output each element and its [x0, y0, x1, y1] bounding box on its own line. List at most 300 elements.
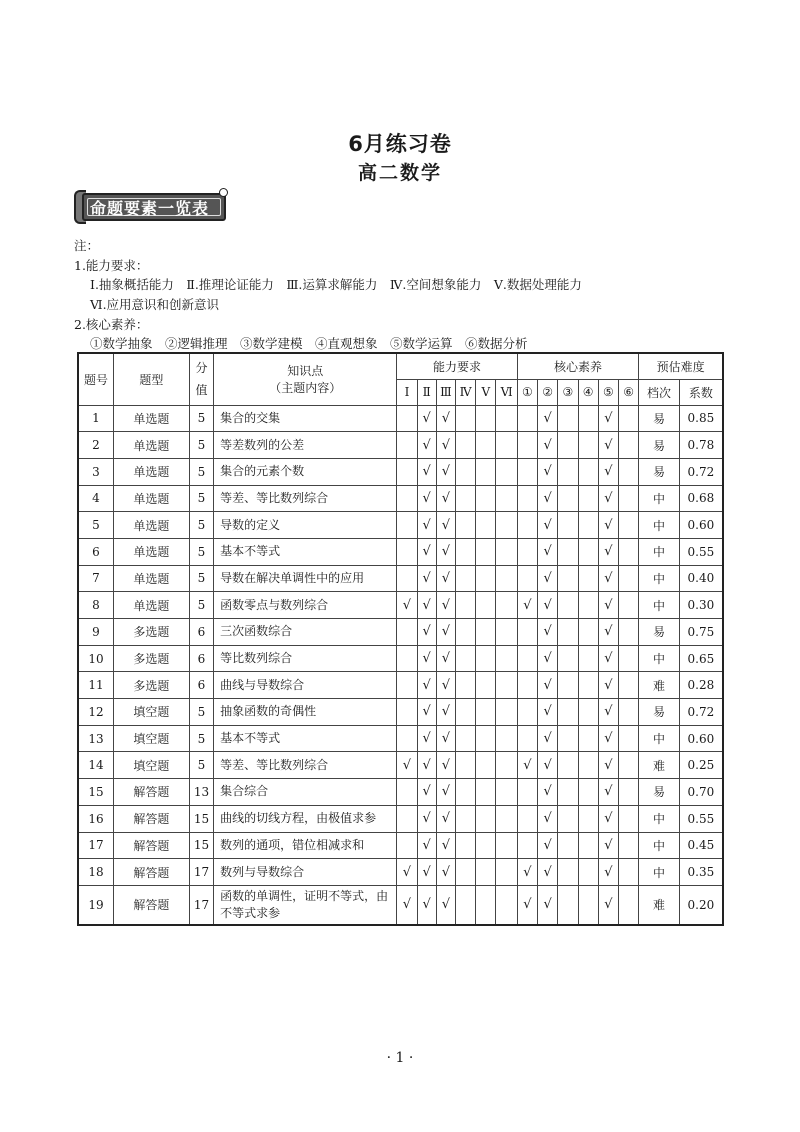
cell-core-check [517, 885, 537, 925]
cell-knowledge: 等差数列的公差 [214, 432, 397, 459]
check-mark-icon: √ [422, 837, 431, 853]
cell-coef: 0.78 [679, 432, 723, 459]
cell-ability-check [456, 885, 476, 925]
check-mark-icon: √ [441, 624, 451, 640]
check-mark-icon: √ [402, 597, 412, 613]
cell-core-check [517, 752, 537, 779]
cell-ability-check [496, 725, 517, 752]
table-row [78, 885, 723, 925]
cell-level: 易 [639, 779, 679, 806]
check-mark-icon: √ [441, 784, 451, 800]
cell-ability-check [417, 565, 436, 592]
cell-core-check [618, 512, 638, 539]
header-core-col: ⑤ [598, 379, 618, 405]
cell-core-check [517, 512, 537, 539]
cell-core-check [598, 565, 618, 592]
table-row [78, 458, 723, 485]
check-mark-icon: √ [441, 897, 451, 913]
check-mark-icon: √ [422, 490, 431, 506]
cell-score: 13 [189, 779, 213, 806]
cell-num: 10 [78, 645, 113, 672]
cell-ability-check [476, 485, 496, 512]
check-mark-icon: √ [604, 897, 613, 913]
check-mark-icon: √ [604, 490, 613, 506]
cell-core-check [538, 485, 558, 512]
cell-type: 单选题 [113, 432, 189, 459]
cell-ability-check [496, 672, 517, 699]
check-mark-icon: √ [543, 437, 552, 453]
cell-type: 解答题 [113, 805, 189, 832]
cell-core-check [578, 859, 598, 886]
cell-core-check [538, 405, 558, 432]
check-mark-icon: √ [604, 570, 613, 586]
cell-core-check [517, 645, 537, 672]
cell-ability-check [417, 512, 436, 539]
check-mark-icon: √ [543, 464, 552, 480]
cell-core-check [558, 458, 578, 485]
cell-core-check [598, 512, 618, 539]
cell-ability-check [397, 885, 417, 925]
check-mark-icon: √ [422, 437, 431, 453]
cell-level: 难 [639, 672, 679, 699]
cell-ability-check [476, 458, 496, 485]
cell-core-check [517, 432, 537, 459]
cell-ability-check [476, 805, 496, 832]
check-mark-icon: √ [604, 784, 613, 800]
check-mark-icon: √ [422, 897, 431, 913]
cell-ability-check [436, 458, 455, 485]
check-mark-icon: √ [604, 731, 613, 747]
header-core-col: ② [538, 379, 558, 405]
check-mark-icon: √ [402, 897, 412, 913]
cell-ability-check [456, 832, 476, 859]
cell-core-check [538, 859, 558, 886]
cell-type: 单选题 [113, 485, 189, 512]
cell-core-check [517, 485, 537, 512]
cell-ability-check [397, 485, 417, 512]
cell-knowledge: 等比数列综合 [214, 645, 397, 672]
cell-level: 中 [639, 592, 679, 619]
cell-ability-check [496, 512, 517, 539]
header-num: 题号 [78, 353, 113, 405]
cell-knowledge: 导数在解决单调性中的应用 [214, 565, 397, 592]
cell-ability-check [397, 672, 417, 699]
cell-core-check [598, 619, 618, 646]
cell-core-check [558, 592, 578, 619]
cell-coef: 0.72 [679, 699, 723, 726]
cell-level: 易 [639, 432, 679, 459]
check-mark-icon: √ [543, 597, 552, 613]
cell-knowledge: 等差、等比数列综合 [214, 752, 397, 779]
cell-ability-check [436, 752, 455, 779]
header-core: 核心素养 [517, 353, 638, 379]
cell-level: 易 [639, 405, 679, 432]
cell-level: 中 [639, 832, 679, 859]
cell-core-check [517, 805, 537, 832]
cell-ability-check [456, 538, 476, 565]
cell-ability-check [456, 779, 476, 806]
cell-coef: 0.40 [679, 565, 723, 592]
cell-level: 中 [639, 485, 679, 512]
cell-coef: 0.28 [679, 672, 723, 699]
cell-knowledge: 等差、等比数列综合 [214, 485, 397, 512]
cell-core-check [618, 538, 638, 565]
check-mark-icon: √ [441, 490, 451, 506]
cell-coef: 0.60 [679, 512, 723, 539]
note-core-heading: 2.核心素养： [74, 317, 149, 332]
table-row [78, 859, 723, 886]
header-ability-col: Ⅲ [436, 379, 455, 405]
cell-core-check [618, 619, 638, 646]
cell-core-check [578, 592, 598, 619]
cell-core-check [558, 859, 578, 886]
cell-core-check [538, 699, 558, 726]
cell-ability-check [456, 405, 476, 432]
cell-level: 中 [639, 805, 679, 832]
cell-ability-check [417, 725, 436, 752]
check-mark-icon: √ [543, 897, 552, 913]
cell-core-check [517, 779, 537, 806]
cell-knowledge: 集合综合 [214, 779, 397, 806]
cell-core-check [618, 592, 638, 619]
cell-level: 易 [639, 699, 679, 726]
cell-core-check [517, 699, 537, 726]
cell-core-check [618, 832, 638, 859]
header-ability-col: Ⅰ [397, 379, 417, 405]
cell-ability-check [496, 832, 517, 859]
cell-ability-check [397, 538, 417, 565]
cell-core-check [578, 485, 598, 512]
cell-type: 单选题 [113, 458, 189, 485]
header-core-col: ③ [558, 379, 578, 405]
check-mark-icon: √ [604, 704, 613, 720]
cell-num: 2 [78, 432, 113, 459]
check-mark-icon: √ [543, 410, 552, 426]
cell-core-check [538, 619, 558, 646]
cell-ability-check [417, 832, 436, 859]
cell-ability-check [436, 592, 455, 619]
cell-type: 单选题 [113, 565, 189, 592]
cell-ability-check [417, 805, 436, 832]
table-row [78, 619, 723, 646]
cell-num: 11 [78, 672, 113, 699]
cell-core-check [517, 592, 537, 619]
header-score: 分值 [189, 353, 213, 405]
cell-core-check [558, 832, 578, 859]
check-mark-icon: √ [441, 597, 451, 613]
cell-core-check [538, 832, 558, 859]
check-mark-icon: √ [441, 837, 451, 853]
cell-ability-check [397, 752, 417, 779]
cell-type: 单选题 [113, 538, 189, 565]
check-mark-icon: √ [441, 864, 451, 880]
table-row [78, 725, 723, 752]
cell-ability-check [496, 458, 517, 485]
cell-core-check [598, 752, 618, 779]
section-banner [74, 188, 232, 224]
cell-ability-check [436, 485, 455, 512]
cell-knowledge: 曲线与导数综合 [214, 672, 397, 699]
cell-num: 7 [78, 565, 113, 592]
cell-coef: 0.30 [679, 592, 723, 619]
cell-core-check [558, 565, 578, 592]
cell-core-check [578, 672, 598, 699]
cell-score: 5 [189, 699, 213, 726]
check-mark-icon: √ [604, 651, 613, 667]
cell-ability-check [436, 832, 455, 859]
header-coef: 系数 [679, 379, 723, 405]
check-mark-icon: √ [402, 864, 412, 880]
cell-knowledge: 基本不等式 [214, 725, 397, 752]
cell-num: 8 [78, 592, 113, 619]
cell-ability-check [476, 565, 496, 592]
cell-core-check [558, 538, 578, 565]
cell-ability-check [417, 592, 436, 619]
cell-ability-check [397, 645, 417, 672]
cell-ability-check [496, 405, 517, 432]
cell-core-check [517, 538, 537, 565]
cell-type: 填空题 [113, 725, 189, 752]
cell-knowledge: 函数的单调性，证明不等式，由不等式求参 [214, 885, 397, 925]
check-mark-icon: √ [604, 544, 613, 560]
cell-num: 1 [78, 405, 113, 432]
check-mark-icon: √ [543, 757, 552, 773]
cell-core-check [538, 752, 558, 779]
cell-ability-check [456, 592, 476, 619]
header-knowledge: 知识点 （主题内容） [214, 353, 397, 405]
cell-core-check [538, 432, 558, 459]
cell-ability-check [417, 432, 436, 459]
cell-ability-check [456, 512, 476, 539]
cell-core-check [578, 752, 598, 779]
cell-core-check [598, 405, 618, 432]
header-ability-col: Ⅵ [496, 379, 517, 405]
cell-level: 中 [639, 859, 679, 886]
cell-core-check [598, 885, 618, 925]
cell-type: 多选题 [113, 619, 189, 646]
table-row [78, 432, 723, 459]
cell-ability-check [456, 619, 476, 646]
cell-ability-check [456, 485, 476, 512]
check-mark-icon: √ [422, 864, 431, 880]
cell-core-check [538, 512, 558, 539]
check-mark-icon: √ [441, 410, 451, 426]
table-row [78, 699, 723, 726]
header-ability-col: Ⅱ [417, 379, 436, 405]
cell-ability-check [397, 619, 417, 646]
cell-core-check [538, 538, 558, 565]
cell-score: 5 [189, 458, 213, 485]
check-mark-icon: √ [441, 437, 451, 453]
cell-core-check [578, 405, 598, 432]
check-mark-icon: √ [604, 410, 613, 426]
cell-ability-check [436, 725, 455, 752]
check-mark-icon: √ [604, 864, 613, 880]
cell-core-check [578, 432, 598, 459]
cell-type: 解答题 [113, 832, 189, 859]
header-core-col: ④ [578, 379, 598, 405]
note-heading: 注： [74, 238, 100, 253]
cell-core-check [578, 619, 598, 646]
cell-type: 单选题 [113, 512, 189, 539]
cell-ability-check [476, 432, 496, 459]
page-number: · 1 · [386, 1050, 414, 1066]
cell-ability-check [397, 512, 417, 539]
cell-num: 6 [78, 538, 113, 565]
cell-ability-check [476, 859, 496, 886]
cell-core-check [618, 779, 638, 806]
cell-core-check [578, 885, 598, 925]
cell-core-check [618, 805, 638, 832]
cell-score: 15 [189, 832, 213, 859]
cell-ability-check [456, 859, 476, 886]
check-mark-icon: √ [441, 811, 451, 827]
cell-core-check [598, 645, 618, 672]
note-ability-list: Ⅰ.抽象概括能力 Ⅱ.推理论证能力 Ⅲ.运算求解能力 Ⅳ.空间想象能力 Ⅴ.数据处理能力 [90, 277, 582, 292]
cell-num: 19 [78, 885, 113, 925]
cell-score: 5 [189, 485, 213, 512]
cell-knowledge: 曲线的切线方程，由极值求参 [214, 805, 397, 832]
note-ability-list-2: Ⅵ.应用意识和创新意识 [90, 297, 220, 312]
cell-ability-check [417, 859, 436, 886]
cell-coef: 0.60 [679, 725, 723, 752]
cell-ability-check [397, 725, 417, 752]
cell-core-check [538, 458, 558, 485]
cell-core-check [538, 885, 558, 925]
check-mark-icon: √ [543, 544, 552, 560]
check-mark-icon: √ [543, 651, 552, 667]
cell-core-check [578, 805, 598, 832]
cell-core-check [558, 672, 578, 699]
cell-core-check [558, 485, 578, 512]
cell-core-check [618, 885, 638, 925]
cell-ability-check [496, 565, 517, 592]
cell-score: 5 [189, 405, 213, 432]
header-core-col: ① [517, 379, 537, 405]
cell-ability-check [456, 432, 476, 459]
check-mark-icon: √ [604, 757, 613, 773]
cell-num: 17 [78, 832, 113, 859]
check-mark-icon: √ [441, 651, 451, 667]
cell-core-check [598, 672, 618, 699]
check-mark-icon: √ [441, 704, 451, 720]
cell-ability-check [476, 672, 496, 699]
cell-ability-check [436, 432, 455, 459]
cell-level: 易 [639, 619, 679, 646]
table-row [78, 565, 723, 592]
cell-core-check [538, 645, 558, 672]
cell-coef: 0.72 [679, 458, 723, 485]
cell-ability-check [436, 565, 455, 592]
cell-ability-check [436, 779, 455, 806]
cell-core-check [578, 699, 598, 726]
cell-core-check [538, 565, 558, 592]
check-mark-icon: √ [422, 651, 431, 667]
check-mark-icon: √ [523, 897, 532, 913]
cell-ability-check [417, 458, 436, 485]
cell-ability-check [496, 885, 517, 925]
cell-core-check [618, 458, 638, 485]
cell-core-check [598, 699, 618, 726]
cell-ability-check [436, 405, 455, 432]
cell-ability-check [417, 885, 436, 925]
cell-ability-check [397, 805, 417, 832]
cell-ability-check [436, 672, 455, 699]
cell-core-check [618, 752, 638, 779]
cell-core-check [517, 832, 537, 859]
cell-type: 多选题 [113, 672, 189, 699]
cell-ability-check [397, 832, 417, 859]
cell-ability-check [417, 699, 436, 726]
cell-core-check [598, 485, 618, 512]
check-mark-icon: √ [543, 677, 552, 693]
cell-core-check [538, 592, 558, 619]
cell-core-check [558, 699, 578, 726]
cell-level: 易 [639, 458, 679, 485]
cell-ability-check [456, 565, 476, 592]
cell-num: 9 [78, 619, 113, 646]
table-row [78, 779, 723, 806]
check-mark-icon: √ [543, 837, 552, 853]
cell-core-check [517, 405, 537, 432]
cell-core-check [558, 885, 578, 925]
cell-ability-check [436, 859, 455, 886]
cell-ability-check [436, 885, 455, 925]
cell-ability-check [456, 752, 476, 779]
cell-score: 5 [189, 565, 213, 592]
check-mark-icon: √ [422, 544, 431, 560]
cell-ability-check [397, 458, 417, 485]
cell-level: 中 [639, 538, 679, 565]
cell-ability-check [397, 779, 417, 806]
cell-core-check [618, 405, 638, 432]
cell-core-check [578, 832, 598, 859]
header-level: 档次 [639, 379, 679, 405]
cell-core-check [578, 538, 598, 565]
cell-level: 中 [639, 725, 679, 752]
check-mark-icon: √ [523, 864, 532, 880]
cell-type: 解答题 [113, 779, 189, 806]
cell-core-check [598, 725, 618, 752]
cell-knowledge: 基本不等式 [214, 538, 397, 565]
cell-num: 3 [78, 458, 113, 485]
cell-core-check [538, 725, 558, 752]
cell-ability-check [417, 485, 436, 512]
cell-core-check [538, 779, 558, 806]
cell-core-check [578, 565, 598, 592]
section-banner-label: 命题要素一览表 [90, 199, 210, 218]
check-mark-icon: √ [422, 410, 431, 426]
cell-core-check [558, 779, 578, 806]
cell-core-check [517, 672, 537, 699]
cell-core-check [598, 859, 618, 886]
cell-core-check [578, 779, 598, 806]
check-mark-icon: √ [422, 570, 431, 586]
cell-score: 5 [189, 752, 213, 779]
check-mark-icon: √ [422, 597, 431, 613]
check-mark-icon: √ [604, 624, 613, 640]
cell-ability-check [456, 805, 476, 832]
header-core-col: ⑥ [618, 379, 638, 405]
cell-ability-check [476, 779, 496, 806]
cell-core-check [618, 565, 638, 592]
cell-level: 中 [639, 645, 679, 672]
check-mark-icon: √ [422, 704, 431, 720]
check-mark-icon: √ [543, 811, 552, 827]
cell-core-check [558, 725, 578, 752]
cell-core-check [598, 805, 618, 832]
check-mark-icon: √ [604, 597, 613, 613]
